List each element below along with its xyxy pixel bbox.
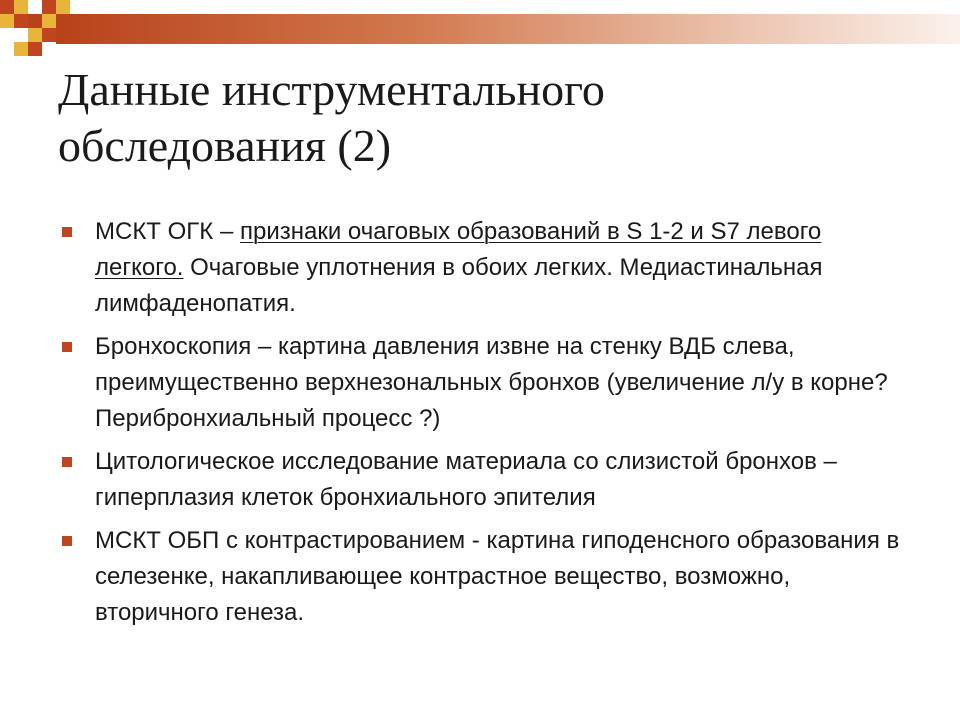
- bullet-rest: Очаговые уплотнения в обоих легких. Медиастинальная лимфаденопатия.: [95, 254, 823, 317]
- deco-square-gold: [14, 0, 28, 14]
- slide-title: [58, 62, 918, 174]
- bullet-marker-icon: [62, 227, 72, 237]
- deco-square-dark: [14, 14, 28, 28]
- deco-square-dark: [0, 0, 14, 14]
- deco-square-dark: [28, 42, 42, 56]
- bullet-text: Бронхоскопия – картина давления извне на стенку ВДБ слева, преимущественно верхнезональных бронхов (увеличение л/у в корне? Перибронхиальный процесс ?): [95, 333, 888, 432]
- deco-square-gold: [56, 0, 70, 14]
- bullet-text: Цитологическое исследование материала со слизистой бронхов –гиперплазия клеток бронхиального эпителия: [95, 448, 837, 511]
- bullet-item-msct-chest: [62, 214, 912, 322]
- deco-square-dark: [28, 14, 42, 28]
- title-line-1: Данные инструментального: [58, 64, 605, 115]
- bullet-marker-icon: [62, 342, 72, 352]
- title-line-2: обследования (2): [58, 120, 392, 171]
- deco-square-dark: [42, 0, 56, 14]
- bullet-item-msct-abdomen: [62, 523, 912, 631]
- bullet-text: МСКТ ОБП с контрастированием - картина гиподенсного образования в селезенке, накапливающее контрастное вещество, возможно, вторичного генеза.: [95, 527, 900, 626]
- deco-square-gold: [28, 28, 42, 42]
- bullet-marker-icon: [62, 536, 72, 546]
- header-gradient-bar: [56, 14, 960, 44]
- bullet-item-cytology: [62, 444, 912, 516]
- deco-square-dark: [42, 28, 56, 42]
- deco-square-gold: [42, 14, 56, 28]
- deco-square-gold: [0, 14, 14, 28]
- bullet-prefix: МСКТ ОГК –: [95, 218, 240, 245]
- bullet-underlined-finding: признаки очаговых образований в S 1-2 и S7 левого легкого.: [95, 218, 822, 281]
- deco-square-gold: [14, 42, 28, 56]
- bullet-item-bronchoscopy: [62, 329, 912, 437]
- bullet-marker-icon: [62, 457, 72, 467]
- bullet-list: [62, 214, 912, 638]
